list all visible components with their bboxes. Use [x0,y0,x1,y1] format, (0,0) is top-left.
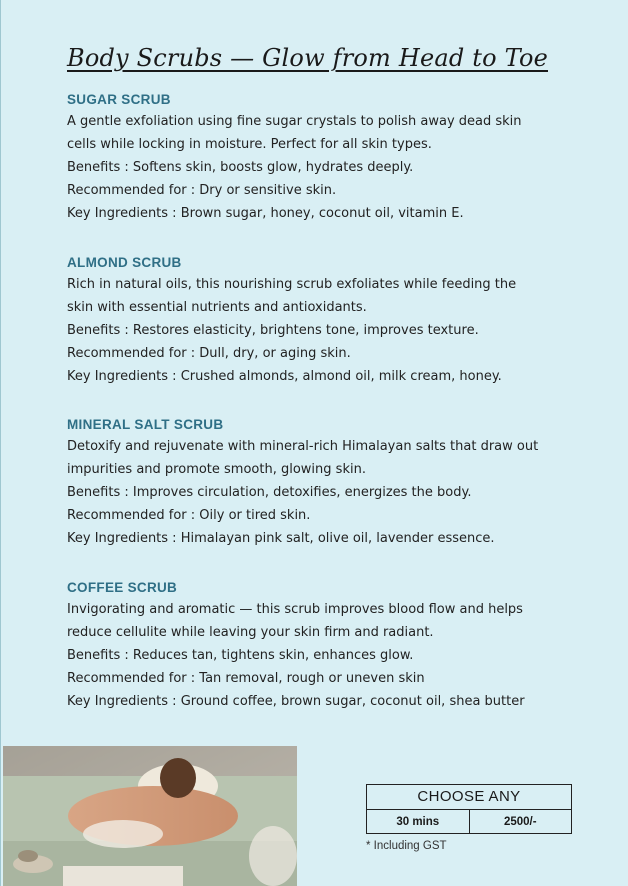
ingredients-line [67,202,587,225]
description-line: A gentle exfoliation using fine sugar crystals to polish away dead skin [67,114,522,129]
pricing-heading: CHOOSE ANY [367,785,571,810]
pricing-table [366,784,572,834]
ingredients-text: Himalayan pink salt, olive oil, lavender essence. [180,531,495,546]
recommended-line [67,504,587,527]
benefits-label: Benefits : [67,160,129,175]
section-mineral-salt-scrub [67,414,587,550]
ingredients-label: Key Ingredients : [67,206,177,221]
section-title: ALMOND SCRUB [67,255,182,270]
section-sugar-scrub [67,89,587,225]
ingredients-text: Ground coffee, brown sugar, coconut oil, shea butter [180,694,525,709]
section-title: SUGAR SCRUB [67,92,171,107]
page-title: Body Scrubs — Glow from Head to Toe [67,44,548,72]
section-coffee-scrub [67,577,587,713]
description-line: Invigorating and aromatic — this scrub improves blood flow and helps [67,602,523,617]
description-line: Detoxify and rejuvenate with mineral-rich Himalayan salts that draw out [67,439,539,454]
spa-massage-photo [3,746,297,886]
price-cell: 2500/- [469,810,572,834]
ingredients-label: Key Ingredients : [67,694,177,709]
ingredients-line [67,527,587,550]
pricing-row [367,810,571,834]
ingredients-label: Key Ingredients : [67,369,177,384]
description-line: Rich in natural oils, this nourishing scrub exfoliates while feeding the [67,277,517,292]
benefits-label: Benefits : [67,485,129,500]
benefits-text: Softens skin, boosts glow, hydrates deeply. [132,160,414,175]
benefits-text: Restores elasticity, brightens tone, improves texture. [132,323,479,338]
benefits-line [67,319,587,342]
ingredients-text: Crushed almonds, almond oil, milk cream, honey. [180,369,502,384]
spa-photo-illustration [3,746,297,886]
recommended-line [67,179,587,202]
recommended-text: Dull, dry, or aging skin. [199,346,351,361]
recommended-label: Recommended for : [67,508,196,523]
benefits-line [67,481,587,504]
description-line: impurities and promote smooth, glowing skin. [67,462,366,477]
ingredients-label: Key Ingredients : [67,531,177,546]
ingredients-line [67,365,587,388]
benefits-line [67,156,587,179]
description-line: reduce cellulite while leaving your skin firm and radiant. [67,625,434,640]
duration-cell: 30 mins [396,816,440,828]
recommended-label: Recommended for : [67,671,196,686]
section-title: MINERAL SALT SCRUB [67,417,224,432]
recommended-text: Oily or tired skin. [199,508,311,523]
recommended-text: Tan removal, rough or uneven skin [199,671,425,686]
ingredients-line [67,690,587,713]
recommended-label: Recommended for : [67,346,196,361]
ingredients-text: Brown sugar, honey, coconut oil, vitamin E. [180,206,464,221]
benefits-label: Benefits : [67,648,129,663]
benefits-text: Improves circulation, detoxifies, energizes the body. [132,485,472,500]
recommended-text: Dry or sensitive skin. [199,183,337,198]
description-line: cells while locking in moisture. Perfect for all skin types. [67,137,432,152]
benefits-line [67,644,587,667]
section-title: COFFEE SCRUB [67,580,178,595]
section-almond-scrub [67,252,587,388]
recommended-line [67,667,587,690]
recommended-label: Recommended for : [67,183,196,198]
description-line: skin with essential nutrients and antioxidants. [67,300,367,315]
benefits-text: Reduces tan, tightens skin, enhances glow. [132,648,414,663]
gst-note: * Including GST [366,840,447,852]
benefits-label: Benefits : [67,323,129,338]
recommended-line [67,342,587,365]
